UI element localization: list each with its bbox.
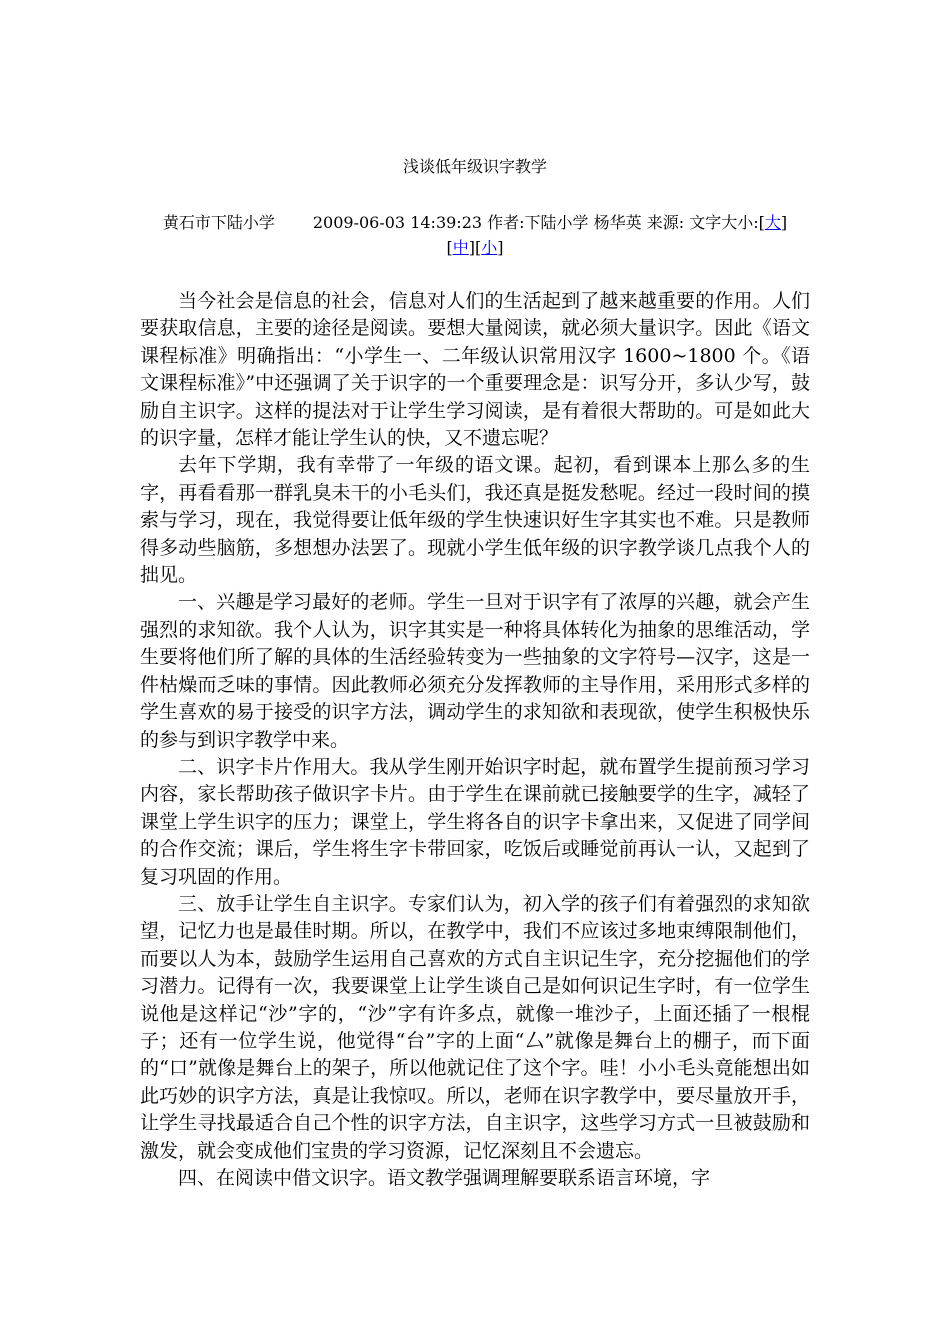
bracket: ]: [468, 238, 475, 257]
bracket: ]: [780, 213, 788, 232]
font-size-large-link[interactable]: 大: [764, 213, 781, 232]
paragraph: 一、兴趣是学习最好的老师。学生一旦对于识字有了浓厚的兴趣，就会产生强烈的求知欲。我个人认为，识字其实是一种将具体转化为抽象的思维活动，学生要将他们所了解的具体的生活经验转变为一些抽象的文字符号—汉字，这是一件枯燥而乏味的事情。因此教师必须充分发挥教师的主导作用，采用形式多样的学生喜欢的易于接受的识字方法，调动学生的求知欲和表现欲，使学生积极快乐的参与到识字教学中来。: [140, 591, 810, 751]
meta-source: 来源: 文: [646, 213, 706, 232]
paragraph: 四、在阅读中借文识字。语文教学强调理解要联系语言环境，字: [178, 1167, 711, 1189]
font-size-small-link[interactable]: 小: [481, 238, 498, 257]
font-size-medium-link[interactable]: 中: [452, 238, 469, 257]
bracket: [: [446, 238, 453, 257]
article-body: [140, 288, 810, 1192]
paragraph: 三、放手让学生自主识字。专家们认为，初入学的孩子们有着强烈的求知欲望，记忆力也是最佳时期。所以，在教学中，我们不应该过多地束缚限制他们，而要以人为本，鼓励学生运用自己喜欢的方式自主识记生字，充分挖掘他们的学习潜力。记得有一次，我要课堂上让学生谈自己是如何识记生字时，有一位学生说他是这样记“沙”字的，“沙”字有许多点，就像一堆沙子，上面还插了一根棍子；还有一位学生说，他觉得“台”字的上面“厶”就像是舞台上的棚子，而下面的“口”就像是舞台上的架子，所以他就记住了这个字。哇！小小毛头竟能想出如此巧妙的识字方法，真是让我惊叹。所以，老师在识字教学中，要尽量放开手，让学生寻找最适合自己个性的识字方法，自主识字，这些学习方式一旦被鼓励和激发，就会变成他们宝贵的学习资源，记忆深刻且不会遗忘。: [140, 892, 810, 1162]
meta-datetime: 2009-06-03 14:39:23: [312, 213, 483, 232]
meta-author: 作者:下陆小学 杨华英: [487, 213, 642, 232]
paragraph: 去年下学期，我有幸带了一年级的语文课。起初，看到课本上那么多的生字，再看看那一群乳臭未干的小毛头们，我还真是挺发愁呢。经过一段时间的摸索与学习，现在，我觉得要让低年级的学生快速识好生字其实也不难。只是教师得多动些脑筋，多想想办法罢了。现就小学生低年级的识字教学谈几点我个人的拙见。: [140, 454, 810, 587]
paragraph: 当今社会是信息的社会，信息对人们的生活起到了越来越重要的作用。人们要获取信息，主要的途径是阅读。要想大量阅读，就必须大量识字。因此《语文课程标准》明确指出：“小学生一、二年级认识常用汉字 1600~1800 个。《语文课程标准》”中还强调了关于识字的一个重要理念是：识写分开，多认少写，鼓励自主识字。这样的提法对于让学生学习阅读，是有着很大帮助的。可是如此大的识字量，怎样才能让学生认的快，又不遗忘呢？: [140, 290, 810, 450]
meta-school: 黄石市下陆小学: [162, 213, 275, 232]
bracket: ]: [497, 238, 504, 257]
article-title: 浅谈低年级识字教学: [402, 157, 547, 176]
paragraph: 二、识字卡片作用大。我从学生刚开始识字时起，就布置学生提前预习学习内容，家长帮助孩子做识字卡片。由于学生在课前就已接触要学的生字，减轻了课堂上学生识字的压力；课堂上，学生将各自的识字卡拿出来，又促进了同学间的合作交流；课后，学生将生字卡带回家，吃饭后或睡觉前再认一认，又起到了复习巩固的作用。: [140, 755, 810, 888]
bracket: [: [758, 213, 765, 232]
bracket: [: [475, 238, 482, 257]
article-meta: [150, 210, 800, 260]
meta-font-size-label: 字大小:: [705, 213, 759, 232]
